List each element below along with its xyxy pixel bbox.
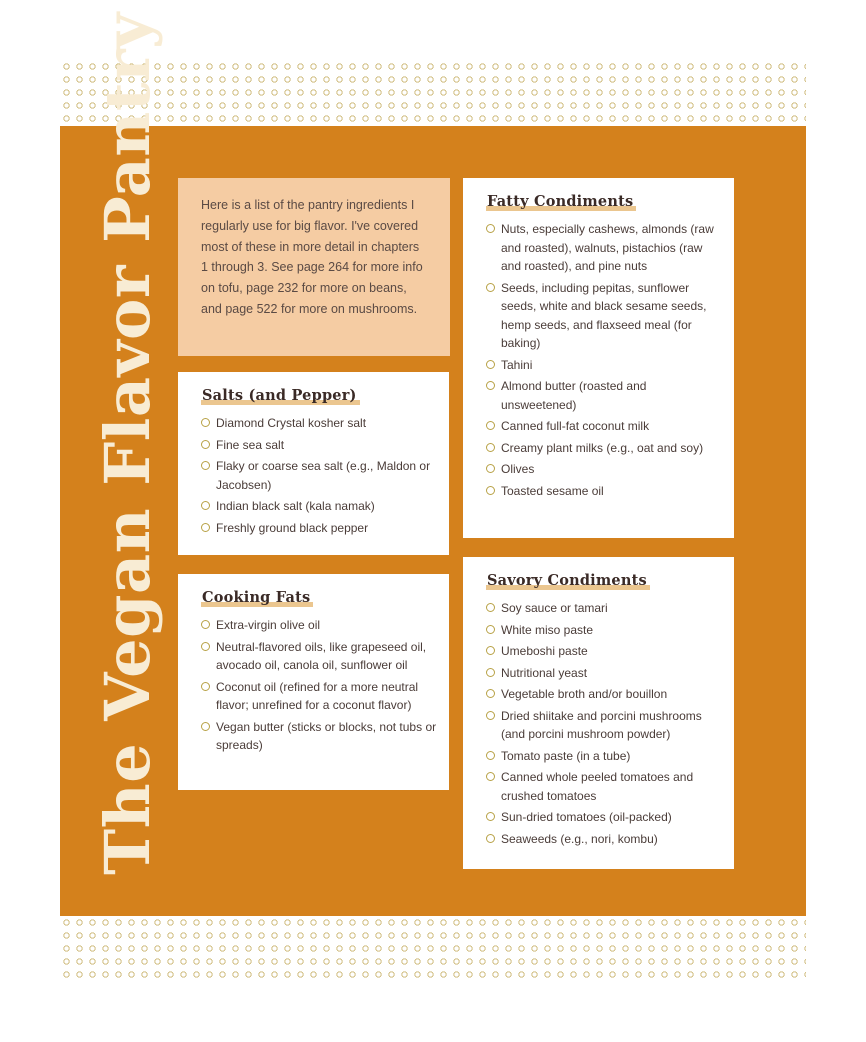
- circle-bullet-icon: [201, 682, 210, 691]
- circle-bullet-icon: [486, 689, 495, 698]
- savory-condiments-heading: Savory Condiments: [486, 572, 650, 590]
- list-item-text: Tahini: [501, 357, 533, 372]
- list-item: [486, 599, 724, 618]
- list-item-text: Tomato paste (in a tube): [501, 748, 631, 763]
- circle-bullet-icon: [486, 625, 495, 634]
- list-item: [486, 439, 724, 458]
- list-item: [486, 279, 724, 353]
- intro-box: [178, 178, 450, 356]
- list-item-text: Indian black salt (kala namak): [216, 499, 375, 513]
- salts-heading: Salts (and Pepper): [201, 387, 360, 405]
- dot-pattern-top: [60, 60, 806, 126]
- list-item-text: Sun-dried tomatoes (oil-packed): [501, 810, 672, 824]
- list-item-text: Diamond Crystal kosher salt: [216, 416, 367, 430]
- list-item: [201, 436, 439, 455]
- list-item: [486, 377, 724, 414]
- list-item-text: Soy sauce or tamari: [501, 601, 608, 615]
- list-item: [486, 621, 724, 640]
- list-item-text: Flaky or coarse sea salt (e.g., Maldon or Jacobsen): [216, 459, 431, 492]
- circle-bullet-icon: [201, 722, 210, 731]
- list-item-text: Coconut oil (refined for a more neutral flavor; unrefined for a coconut flavor): [216, 679, 419, 712]
- list-item: [486, 482, 724, 501]
- circle-bullet-icon: [486, 834, 495, 843]
- list-item: [486, 707, 724, 744]
- salts-list: [201, 414, 439, 537]
- list-item-text: Toasted sesame oil: [501, 483, 604, 498]
- list-item: [201, 457, 439, 494]
- list-item-text: Nutritional yeast: [501, 665, 588, 680]
- circle-bullet-icon: [486, 603, 495, 612]
- circle-bullet-icon: [201, 523, 210, 532]
- savory-condiments-card: [463, 557, 734, 869]
- cooking-fats-card: [178, 574, 449, 790]
- circle-bullet-icon: [486, 421, 495, 430]
- circle-bullet-icon: [201, 642, 210, 651]
- intro-text: Here is a list of the pantry ingredients I regularly use for big flavor. I've covered most of these in more detail in chapters 1 through 3. See page 264 for more info on tofu, page 232 for more on beans, and page 522 for more on mushrooms.: [201, 198, 423, 316]
- list-item-text: Nuts, especially cashews, almonds (raw and roasted), walnuts, pistachios (raw and roasted), and pine nuts: [501, 222, 714, 273]
- list-item: [486, 417, 724, 436]
- list-item-text: Seaweeds (e.g., nori, kombu): [501, 831, 658, 846]
- list-item: [486, 460, 724, 479]
- salts-card: [178, 372, 449, 555]
- list-item-text: Canned full-fat coconut milk: [501, 419, 650, 433]
- list-item-text: Vegan butter (sticks or blocks, not tubs or spreads): [216, 719, 437, 752]
- list-item: [486, 830, 724, 849]
- circle-bullet-icon: [486, 443, 495, 452]
- list-item-text: Neutral-flavored oils, like grapeseed oil, avocado oil, canola oil, sunflower oil: [216, 639, 427, 672]
- list-item-text: Vegetable broth and/or bouillon: [501, 687, 668, 701]
- list-item-text: Creamy plant milks (e.g., oat and soy): [501, 440, 704, 455]
- circle-bullet-icon: [486, 464, 495, 473]
- circle-bullet-icon: [201, 418, 210, 427]
- list-item-text: Umeboshi paste: [501, 644, 588, 658]
- circle-bullet-icon: [486, 711, 495, 720]
- circle-bullet-icon: [486, 772, 495, 781]
- list-item: [486, 356, 724, 375]
- circle-bullet-icon: [486, 668, 495, 677]
- list-item: [486, 768, 724, 805]
- list-item: [201, 497, 439, 516]
- fatty-condiments-card: [463, 178, 734, 538]
- list-item: [486, 747, 724, 766]
- list-item-text: Dried shiitake and porcini mushrooms (and porcini mushroom powder): [501, 708, 702, 741]
- page-title: The Vegan Flavor Pantry: [91, 12, 164, 875]
- circle-bullet-icon: [486, 751, 495, 760]
- list-item-text: Extra-virgin olive oil: [216, 618, 321, 632]
- circle-bullet-icon: [486, 812, 495, 821]
- list-item: [201, 414, 439, 433]
- dot-pattern-bottom: [60, 916, 806, 980]
- list-item: [486, 808, 724, 827]
- list-item: [201, 678, 439, 715]
- circle-bullet-icon: [201, 501, 210, 510]
- list-item-text: Fine sea salt: [216, 437, 285, 452]
- list-item: [201, 638, 439, 675]
- list-item-text: Canned whole peeled tomatoes and crushed tomatoes: [501, 770, 694, 803]
- list-item: [486, 685, 724, 704]
- list-item-text: Almond butter (roasted and unsweetened): [501, 379, 647, 412]
- circle-bullet-icon: [201, 461, 210, 470]
- list-item: [486, 642, 724, 661]
- circle-bullet-icon: [486, 646, 495, 655]
- list-item-text: Olives: [501, 462, 535, 476]
- circle-bullet-icon: [486, 486, 495, 495]
- list-item: [201, 718, 439, 755]
- list-item-text: Freshly ground black pepper: [216, 520, 369, 535]
- cooking-fats-heading: Cooking Fats: [201, 589, 313, 607]
- list-item: [486, 664, 724, 683]
- cooking-fats-list: [201, 616, 439, 755]
- circle-bullet-icon: [486, 381, 495, 390]
- fatty-condiments-list: [486, 220, 724, 500]
- savory-condiments-list: [486, 599, 724, 848]
- list-item-text: Seeds, including pepitas, sunflower seeds, white and black sesame seeds, hemp seeds, and flaxseed meal (for baking): [501, 280, 707, 350]
- fatty-condiments-heading: Fatty Condiments: [486, 193, 636, 211]
- circle-bullet-icon: [201, 620, 210, 629]
- circle-bullet-icon: [486, 360, 495, 369]
- list-item: [201, 519, 439, 538]
- list-item-text: White miso paste: [501, 622, 594, 637]
- circle-bullet-icon: [486, 283, 495, 292]
- list-item: [486, 220, 724, 276]
- circle-bullet-icon: [486, 224, 495, 233]
- list-item: [201, 616, 439, 635]
- circle-bullet-icon: [201, 440, 210, 449]
